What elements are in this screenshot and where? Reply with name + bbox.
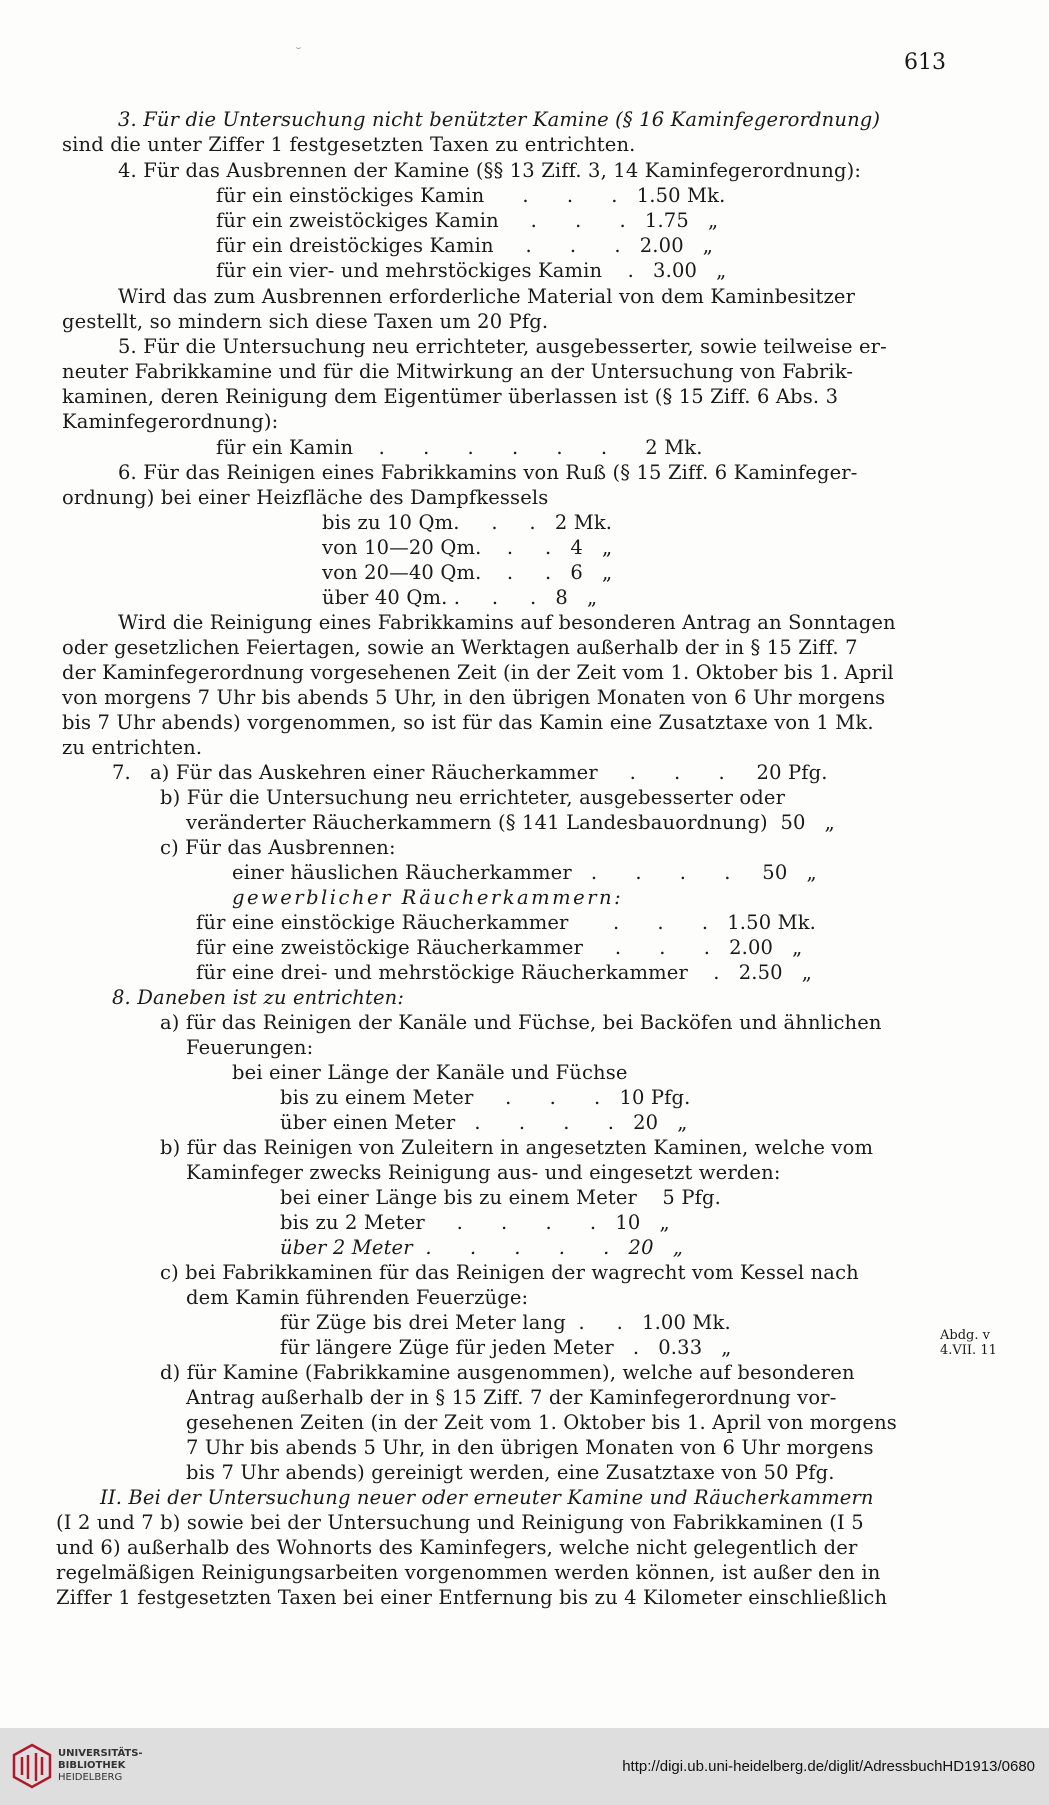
text-line: bei einer Länge bis zu einem Meter 5 Pfg.: [280, 1186, 721, 1209]
text-line: 7 Uhr bis abends 5 Uhr, in den übrigen Monaten von 6 Uhr morgens: [186, 1436, 874, 1459]
page-mark: ˘: [295, 46, 302, 62]
text-line: kaminen, deren Reinigung dem Eigentümer überlassen ist (§ 15 Ziff. 6 Abs. 3: [62, 385, 839, 408]
text-line: für längere Züge für jeden Meter . 0.33 „: [280, 1336, 732, 1359]
text-line: für ein dreistöckiges Kamin . . . 2.00 „: [216, 234, 714, 257]
text-line: a) für das Reinigen der Kanäle und Füchse, bei Backöfen und ähnlichen: [160, 1011, 882, 1034]
text-line: 6. Für das Reinigen eines Fabrikkamins von Ruß (§ 15 Ziff. 6 Kaminfeger-: [118, 461, 858, 484]
text-line: bis zu 2 Meter . . . . 10 „: [280, 1211, 670, 1234]
text-line: von 20—40 Qm. . . 6 „: [322, 561, 613, 584]
university-logo-icon: [10, 1743, 54, 1789]
text-line: b) für das Reinigen von Zuleitern in angesetzten Kaminen, welche vom: [160, 1136, 874, 1159]
text-line: gesehenen Zeiten (in der Zeit vom 1. Oktober bis 1. April von morgens: [186, 1411, 897, 1434]
footer-bar: [0, 1728, 1049, 1805]
text-line: bis zu einem Meter . . . 10 Pfg.: [280, 1086, 691, 1109]
text-line: c) bei Fabrikkaminen für das Reinigen der wagrecht vom Kessel nach: [160, 1261, 859, 1284]
text-line: gewerblicher Räucherkammern:: [232, 886, 624, 909]
text-line: neuter Fabrikkamine und für die Mitwirkung an der Untersuchung von Fabrik-: [62, 360, 854, 383]
text-line: für eine drei- und mehrstöckige Räucherkammer . 2.50 „: [196, 961, 813, 984]
text-line: für ein vier- und mehrstöckiges Kamin . 3.00 „: [216, 259, 727, 282]
text-line: bis 7 Uhr abends) gereinigt werden, eine Zusatztaxe von 50 Pfg.: [186, 1461, 835, 1484]
text-line: b) Für die Untersuchung neu errichteter, ausgebesserter oder: [160, 786, 786, 809]
text-line: 4. Für das Ausbrennen der Kamine (§§ 13 Ziff. 3, 14 Kaminfegerordnung):: [118, 159, 862, 182]
text-line: dem Kamin führenden Feuerzüge:: [186, 1286, 529, 1309]
text-line: II. Bei der Untersuchung neuer oder erneuter Kamine und Räucherkammern: [100, 1486, 874, 1509]
text-line: der Kaminfegerordnung vorgesehenen Zeit (in der Zeit vom 1. Oktober bis 1. April: [62, 661, 894, 684]
text-line: sind die unter Ziffer 1 festgesetzten Taxen zu entrichten.: [62, 133, 636, 156]
source-url-link[interactable]: http://digi.ub.uni-heidelberg.de/diglit/AdressbuchHD1913/0680: [622, 1758, 1035, 1775]
text-line: bis zu 10 Qm. . . 2 Mk.: [322, 511, 613, 534]
text-line: 7. a) Für das Auskehren einer Räucherkammer . . . 20 Pfg.: [112, 761, 828, 784]
text-line: Wird das zum Ausbrennen erforderliche Material von dem Kaminbesitzer: [118, 285, 856, 308]
text-line: gestellt, so mindern sich diese Taxen um 20 Pfg.: [62, 310, 549, 333]
text-line: (I 2 und 7 b) sowie bei der Untersuchung und Reinigung von Fabrikkaminen (I 5: [56, 1511, 864, 1534]
text-line: c) Für das Ausbrennen:: [160, 836, 396, 859]
text-line: und 6) außerhalb des Wohnorts des Kaminfegers, welche nicht gelegentlich der: [56, 1536, 858, 1559]
text-line: über einen Meter . . . . 20 „: [280, 1111, 688, 1134]
text-line: von 10—20 Qm. . . 4 „: [322, 536, 613, 559]
margin-note: Abdg. v: [940, 1328, 990, 1343]
text-line: Ziffer 1 festgesetzten Taxen bei einer Entfernung bis zu 4 Kilometer einschließlich: [56, 1586, 888, 1609]
text-line: 5. Für die Untersuchung neu errichteter, ausgebesserter, sowie teilweise er-: [118, 335, 887, 358]
text-line: für Züge bis drei Meter lang . . 1.00 Mk.: [280, 1311, 731, 1334]
text-line: einer häuslichen Räucherkammer . . . . 50 „: [232, 861, 817, 884]
text-line: für ein einstöckiges Kamin . . . 1.50 Mk.: [216, 184, 726, 207]
text-line: Kaminfeger zwecks Reinigung aus- und eingesetzt werden:: [186, 1161, 781, 1184]
text-line: veränderter Räucherkammern (§ 141 Landesbauordnung) 50 „: [186, 811, 835, 834]
text-line: Wird die Reinigung eines Fabrikkamins auf besonderen Antrag an Sonntagen: [118, 611, 896, 634]
text-line: zu entrichten.: [62, 736, 203, 759]
text-line: d) für Kamine (Fabrikkamine ausgenommen), welche auf besonderen: [160, 1361, 855, 1384]
text-line: für eine zweistöckige Räucherkammer . . . 2.00 „: [196, 936, 803, 959]
text-line: bis 7 Uhr abends) vorgenommen, so ist für das Kamin eine Zusatztaxe von 1 Mk.: [62, 711, 874, 734]
text-line: über 2 Meter . . . . . 20 „: [280, 1236, 683, 1259]
text-line: über 40 Qm. . . . 8 „: [322, 586, 598, 609]
text-line: Antrag außerhalb der in § 15 Ziff. 7 der Kaminfegerordnung vor-: [186, 1386, 837, 1409]
library-name: UNIVERSITÄTS- BIBLIOTHEK HEIDELBERG: [58, 1748, 143, 1783]
margin-note: 4.VII. 11: [940, 1343, 997, 1358]
text-line: für ein zweistöckiges Kamin . . . 1.75 „: [216, 209, 719, 232]
text-line: oder gesetzlichen Feiertagen, sowie an Werktagen außerhalb der in § 15 Ziff. 7: [62, 636, 858, 659]
text-line: regelmäßigen Reinigungsarbeiten vorgenommen werden können, ist außer den in: [56, 1561, 881, 1584]
text-line: ordnung) bei einer Heizfläche des Dampfkessels: [62, 486, 549, 509]
text-line: für eine einstöckige Räucherkammer . . . 1.50 Mk.: [196, 911, 817, 934]
text-line: Feuerungen:: [186, 1036, 314, 1059]
page-number: 613: [904, 50, 946, 75]
text-line: bei einer Länge der Kanäle und Füchse: [232, 1061, 628, 1084]
text-line: 3. Für die Untersuchung nicht benützter Kamine (§ 16 Kaminfegerordnung): [118, 108, 881, 131]
text-line: von morgens 7 Uhr bis abends 5 Uhr, in den übrigen Monaten von 6 Uhr morgens: [62, 686, 886, 709]
text-line: Kaminfegerordnung):: [62, 410, 279, 433]
text-line: 8. Daneben ist zu entrichten:: [112, 986, 405, 1009]
text-line: für ein Kamin . . . . . . 2 Mk.: [216, 436, 703, 459]
